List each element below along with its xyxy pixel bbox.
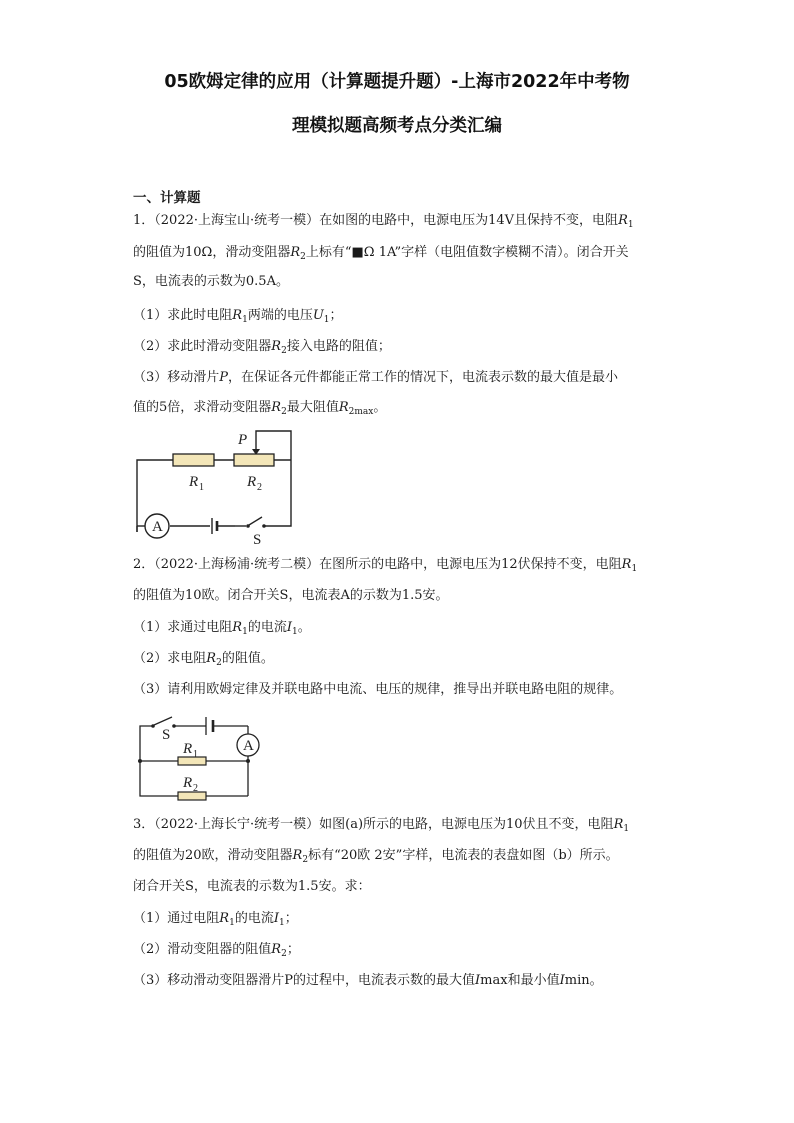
q2-resistor-r1 [178,757,206,765]
q2-part-3: （3）请利用欧姆定律及并联电路中电流、电压的规律，推导出并联电路电阻的规律。 [133,682,623,697]
q2-part-2: （2）求电阻$R_2$的阻值。 [133,651,274,668]
q3-stem-line-2: 的阻值为20欧，滑动变阻器$R_2$标有“20欧 2安”字样，电流表的表盘如图（b）所示。 [133,848,619,865]
q1-label-p: P [238,432,248,448]
q2-stem-line-1: 2．（2022·上海杨浦·统考二模）在图所示的电路中，电源电压为12伏保持不变，电阻$R_1$ [133,557,638,574]
q1-label-r2: R [247,474,257,490]
q2-ammeter-label: A [243,738,254,754]
q2-circuit-diagram [128,706,268,806]
q2-label-r1-sub: 1 [193,749,198,760]
q2-label-s: S [162,727,171,743]
q3-stem-line-1: 3．（2022·上海长宁·统考一模）如图(a)所示的电路，电源电压为10伏且不变，电阻$R_1$ [133,817,630,834]
document-title-line-1: 05欧姆定律的应用（计算题提升题）-上海市2022年中考物 [164,72,630,92]
q1-circuit-diagram [128,424,303,549]
q2-stem-line-2: 的阻值为10欧。闭合开关S，电流表A的示数为1.5安。 [133,588,449,603]
q1-label-r2-sub: 2 [257,482,262,493]
q1-ammeter-label: A [152,519,163,535]
q3-stem-line-3: 闭合开关S，电流表的示数为1.5安。求： [133,879,371,894]
document-title-line-2: 理模拟题高频考点分类汇编 [292,116,502,136]
q1-stem-line-2: 的阻值为10Ω，滑动变阻器$R_2$上标有“■Ω 1A”字样（电阻值数字模糊不清）。闭合开关 [133,245,629,262]
q1-part-3-line-2: 值的5倍，求滑动变阻器$R_2$最大阻值$R_{2max}$。 [133,400,387,417]
q1-part-3-line-1: （3）移动滑片P，在保证各元件都能正常工作的情况下，电流表示数的最大值是最小 [133,370,619,385]
q1-label-s: S [253,532,262,548]
q1-part-1: （1）求此时电阻$R_1$两端的电压$U_1$； [133,308,343,325]
q1-part-2: （2）求此时滑动变阻器$R_2$接入电路的阻值； [133,339,391,356]
q2-part-1: （1）求通过电阻$R_1$的电流$I_1$。 [133,620,311,637]
q1-label-r1: R [189,474,199,490]
q1-stem-line-1: 1．（2022·上海宝山·统考一模）在如图的电路中，电源电压为14V且保持不变，电阻$R_1$ [133,213,634,230]
q3-part-3: （3）移动滑动变阻器滑片P的过程中，电流表示数的最大值Imax和最小值Imin。 [133,973,603,988]
q1-rheostat-r2 [234,454,274,466]
section-heading: 一、计算题 [133,190,201,206]
q2-resistor-r2 [178,792,206,800]
q3-part-1: （1）通过电阻$R_1$的电流$I_1$； [133,911,298,928]
q3-part-2: （2）滑动变阻器的阻值$R_2$； [133,942,300,959]
q2-label-r1: R [183,741,193,757]
q1-label-r1-sub: 1 [199,482,204,493]
q2-label-r2-sub: 2 [193,783,198,794]
q1-stem-line-3: S，电流表的示数为0.5A。 [133,274,289,289]
q1-resistor-r1 [173,454,214,466]
q2-label-r2: R [183,775,193,791]
